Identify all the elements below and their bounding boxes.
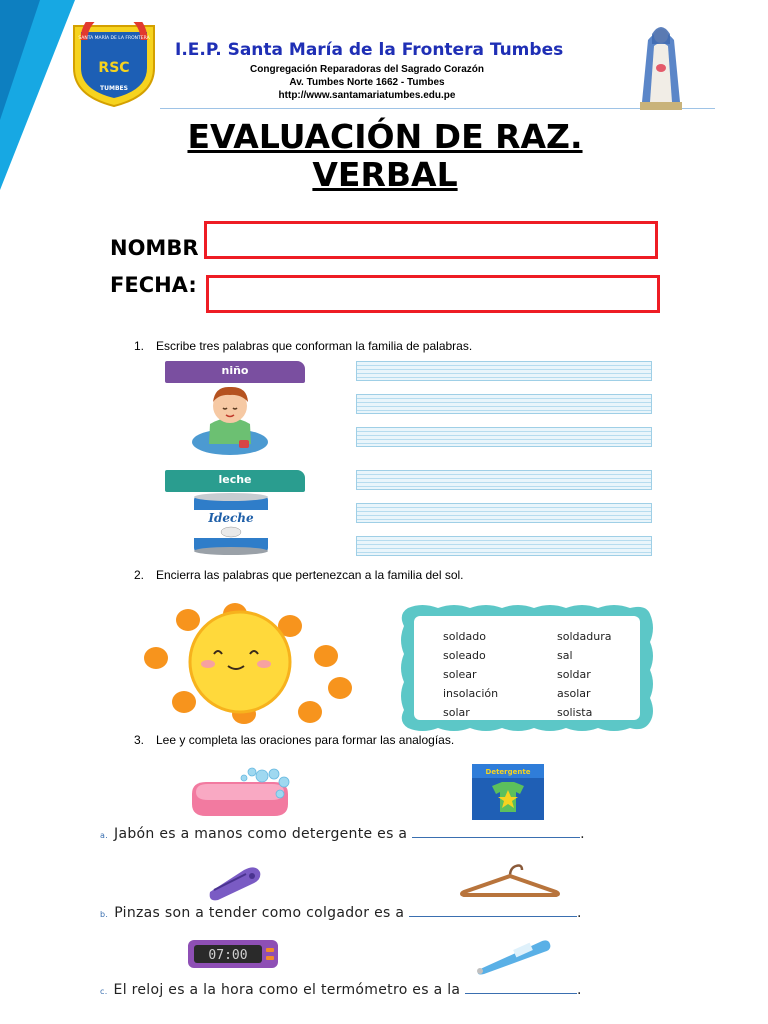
analogy-b-text: Pinzas son a tender como colgador es a <box>114 905 405 921</box>
word-list-left <box>443 627 498 722</box>
milk-can-image <box>188 492 274 556</box>
date-input-box[interactable] <box>206 275 660 313</box>
answer-line-5[interactable] <box>356 503 652 523</box>
analogy-b <box>100 905 582 921</box>
question-1 <box>134 339 472 353</box>
logo-bottom-text: TUMBES <box>100 85 128 92</box>
word-item[interactable]: solar <box>443 706 470 719</box>
thermometer-image <box>468 936 554 976</box>
word-item[interactable]: soleado <box>443 649 486 662</box>
word-tab-nino: niño <box>165 361 305 383</box>
analogy-c-letter: c. <box>100 987 108 996</box>
exam-title-line2: VERBAL <box>312 155 458 194</box>
school-name: I.E.P. Santa María de la Frontera Tumbes <box>175 40 564 60</box>
question-3-text: Lee y completa las oraciones para formar las analogías. <box>156 733 455 747</box>
hanger-image <box>458 862 562 898</box>
question-2 <box>134 568 464 582</box>
answer-line-2[interactable] <box>356 394 652 414</box>
word-item[interactable]: solista <box>557 706 593 719</box>
question-3-number: 3. <box>134 733 145 747</box>
word-item[interactable]: soldar <box>557 668 591 681</box>
analogy-b-end: . <box>577 905 582 921</box>
website-line: http://www.santamariatumbes.edu.pe <box>278 90 456 101</box>
child-image <box>185 382 275 458</box>
analogy-a-text: Jabón es a manos como detergente es a <box>114 826 408 842</box>
congregation-line: Congregación Reparadoras del Sagrado Corazón <box>250 64 484 75</box>
question-3 <box>134 733 454 747</box>
school-logo <box>68 22 160 108</box>
soap-image <box>184 766 296 822</box>
answer-line-4[interactable] <box>356 470 652 490</box>
detergent-box-label: Detergente <box>485 768 531 776</box>
word-box-frame <box>398 602 656 734</box>
logo-top-text: SANTA MARÍA DE LA FRONTERA <box>78 36 150 41</box>
question-2-text: Encierra las palabras que pertenezcan a la familia del sol. <box>156 568 464 582</box>
answer-line-6[interactable] <box>356 536 652 556</box>
word-item[interactable]: sal <box>557 649 573 662</box>
analogy-a-end: . <box>580 826 585 842</box>
analogy-c-blank[interactable] <box>465 993 577 994</box>
milk-can-label: Ideche <box>208 511 254 525</box>
sun-image <box>140 600 360 726</box>
analogy-b-blank[interactable] <box>409 916 577 917</box>
word-item[interactable]: soldado <box>443 630 486 643</box>
alarm-clock-image <box>184 936 282 972</box>
clock-display: 07:00 <box>208 948 248 963</box>
name-label: NOMBR <box>110 236 199 260</box>
word-item[interactable]: insolación <box>443 687 499 700</box>
analogy-b-letter: b. <box>100 910 109 919</box>
exam-title-line1: EVALUACIÓN DE RAZ. <box>187 117 583 156</box>
date-label: FECHA: <box>110 273 197 297</box>
word-list-right <box>557 627 611 722</box>
word-item[interactable]: soldadura <box>557 630 612 643</box>
answer-line-1[interactable] <box>356 361 652 381</box>
answer-line-3[interactable] <box>356 427 652 447</box>
detergent-image <box>470 762 546 822</box>
question-2-number: 2. <box>134 568 145 582</box>
address-line: Av. Tumbes Norte 1662 - Tumbes <box>289 77 445 88</box>
question-1-text: Escribe tres palabras que conforman la familia de palabras. <box>156 339 473 353</box>
analogy-c-end: . <box>577 982 582 998</box>
analogy-a <box>100 826 585 842</box>
analogy-a-letter: a. <box>100 831 109 840</box>
virgin-statue-image <box>632 18 690 112</box>
exam-title <box>120 118 650 194</box>
word-item[interactable]: asolar <box>557 687 591 700</box>
name-input-box[interactable] <box>204 221 658 259</box>
question-1-number: 1. <box>134 339 145 353</box>
word-tab-leche: leche <box>165 470 305 492</box>
analogy-a-blank[interactable] <box>412 837 580 838</box>
analogy-c-text: El reloj es a la hora como el termómetro es a la <box>113 982 461 998</box>
logo-monogram: RSC <box>98 60 130 76</box>
analogy-c <box>100 982 582 998</box>
clothespin-image <box>204 862 266 902</box>
word-item[interactable]: solear <box>443 668 477 681</box>
